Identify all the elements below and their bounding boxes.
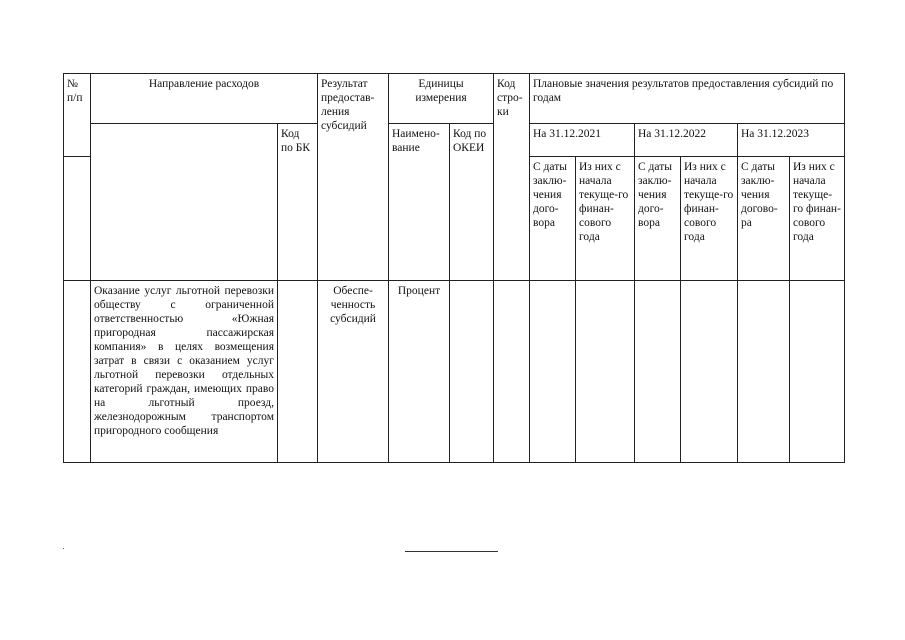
header-direction: Направление расходов [91,74,318,124]
header-row-code: Код стро-ки [494,74,530,281]
header-year-2021: На 31.12.2021 [530,124,635,157]
header-bk-code: Код по БК [278,124,318,281]
header-num: № п/п [64,74,91,157]
header-row-2 [64,124,845,157]
cell-bk-code [278,281,318,463]
header-row-1 [64,74,845,124]
header-2021-from-contract: С даты заклю-чения дого-вора [530,157,576,281]
scan-speck [63,548,64,549]
cell-row-code [494,281,530,463]
cell-unit-name: Процент [389,281,450,463]
subsidy-results-table [63,73,845,463]
header-2021-of-which: Из них с начала текуще-го финан-сового года [576,157,635,281]
header-2023-from-contract: С даты заклю-чения догово-ра [738,157,790,281]
table-row [64,281,845,463]
header-units: Единицы измерения [389,74,494,124]
header-2022-of-which: Из них с начала текуще-го финан-сового года [681,157,738,281]
cell-2023-from-contract [738,281,790,463]
cell-2021-from-contract [530,281,576,463]
cell-unit-okei [450,281,494,463]
header-result: Результат предостав-ления субсидий [318,74,389,281]
header-year-2022: На 31.12.2022 [635,124,738,157]
cell-2022-of-which [681,281,738,463]
header-unit-okei: Код по ОКЕИ [450,124,494,281]
cell-2023-of-which [790,281,845,463]
header-2022-from-contract: С даты заклю-чения дого-вора [635,157,681,281]
cell-2022-from-contract [635,281,681,463]
cell-result: Обеспе-ченность субсидий [318,281,389,463]
cell-2021-of-which [576,281,635,463]
header-num-empty [64,157,91,281]
header-planned-values: Плановые значения результатов предоставления субсидий по годам [530,74,845,124]
cell-num [64,281,91,463]
footnote-separator [405,551,498,552]
header-unit-name: Наимено-вание [389,124,450,281]
header-year-2023: На 31.12.2023 [738,124,845,157]
header-2023-of-which: Из них с начала текуще-го финан-сового года [790,157,845,281]
cell-direction: Оказание услуг льготной перевозки обществу с ограниченной ответственностью «Южная пригородная пассажирская компания» в целях возмещения затрат в связи с оказанием услуг льготной перевозки отдельных категорий граждан, имеющих право на льготный проезд, железнодорожным транспортом пригородного сообщения [91,281,278,463]
header-direction-empty [91,124,278,281]
